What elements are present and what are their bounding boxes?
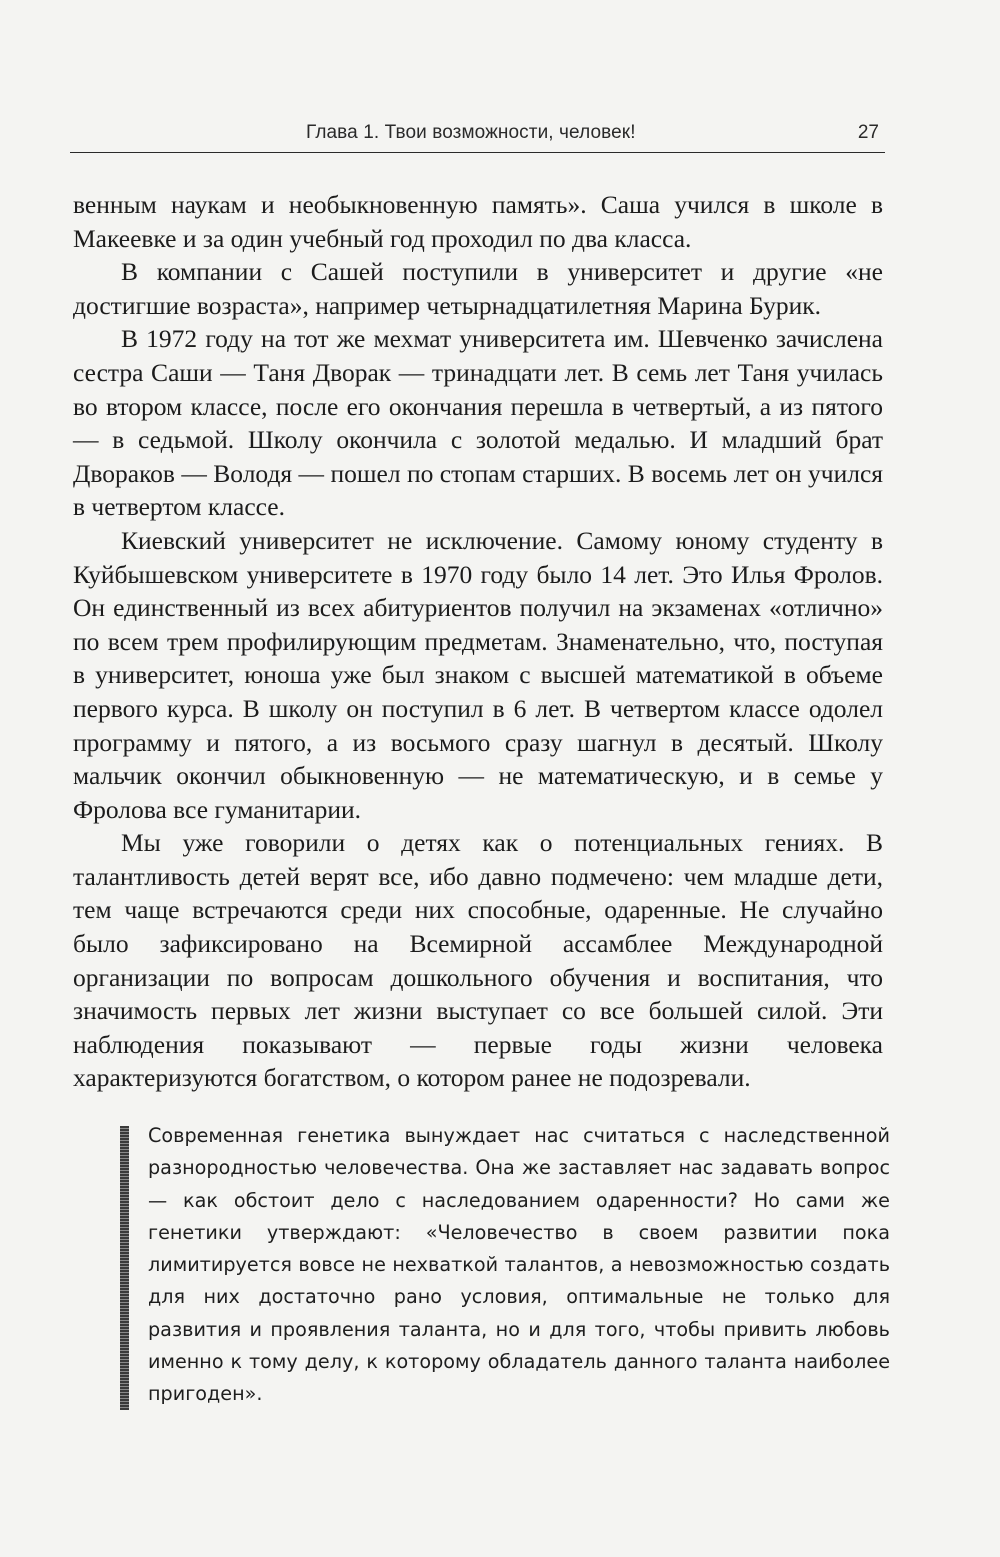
paragraph: Мы уже говорили о детях как о потенциальных гениях. В талантливость детей верят все, ибо давно подмечено: чем младше дети, тем чаще встречаются среди них способные, одаренные. Не случайно было зафиксировано на Всемирной ассамблее Международной организации по вопросам дошкольного обучения и воспитания, что значимость первых лет жизни выступает со все большей силой. Эти наблюдения показывают — первые годы жизни человека характеризуются богатством, о котором ранее не подозревали. (73, 828, 883, 1093)
chapter-title: Глава 1. Твои возможности, человек! (306, 122, 636, 143)
running-header (70, 118, 885, 153)
paragraph: Киевский университет не исключение. Самому юному студенту в Куйбышевском университете в 1970 году было 14 лет. Это Илья Фролов. Он единственный из всех абитуриентов получил на экзаменах «отлично» по всем трем профилирующим предметам. Знаменательно, что, поступая в университет, юноша уже был знаком с высшей математикой в объеме первого курса. В школу он поступил в 6 лет. В четвертом классе одолел программу и пятого, а из восьмого сразу шагнул в десятый. Школу мальчик окончил обыкновенную — не математическую, и в семье у Фролова все гуманитарии. (73, 525, 883, 824)
body-text (73, 188, 883, 1095)
paragraph: В компании с Сашей поступили в университет и другие «не достигшие возраста», например четырнадцатилетняя Марина Бурик. (73, 257, 883, 320)
sidebar-quote (120, 1120, 890, 1412)
page-number: 27 (857, 122, 879, 143)
quote-text: Современная генетика вынуждает нас считаться с наследственной разнородностью человечества. Она же заставляет нас задавать вопрос — как обстоит дело с наследованием одаренности? Но сами же генетики утверждают: «Человечество в своем развитии пока лимитируется вовсе не нехваткой талантов, а невозможностью создать для них достаточно рано условия, оптимальные не только для развития и проявления таланта, но и для того, чтобы привить любовь именно к тому делу, к которому обладатель данного таланта наиболее пригоден». (148, 1124, 890, 1406)
paragraph: венным наукам и необыкновенную память». Саша учился в школе в Макеевке и за один учебный год проходил по два класса. (73, 190, 883, 253)
paragraph: В 1972 году на тот же мехмат университета им. Шевченко зачислена сестра Саши — Таня Дворак — тринадцати лет. В семь лет Таня училась во втором классе, после его окончания перешла в четвертый, а из пятого — в седьмой. Школу окончила с золотой медалью. И младший брат Двораков — Володя — пошел по стопам старших. В восемь лет он учился в четвертом классе. (73, 324, 883, 522)
quote-bar (120, 1126, 129, 1410)
